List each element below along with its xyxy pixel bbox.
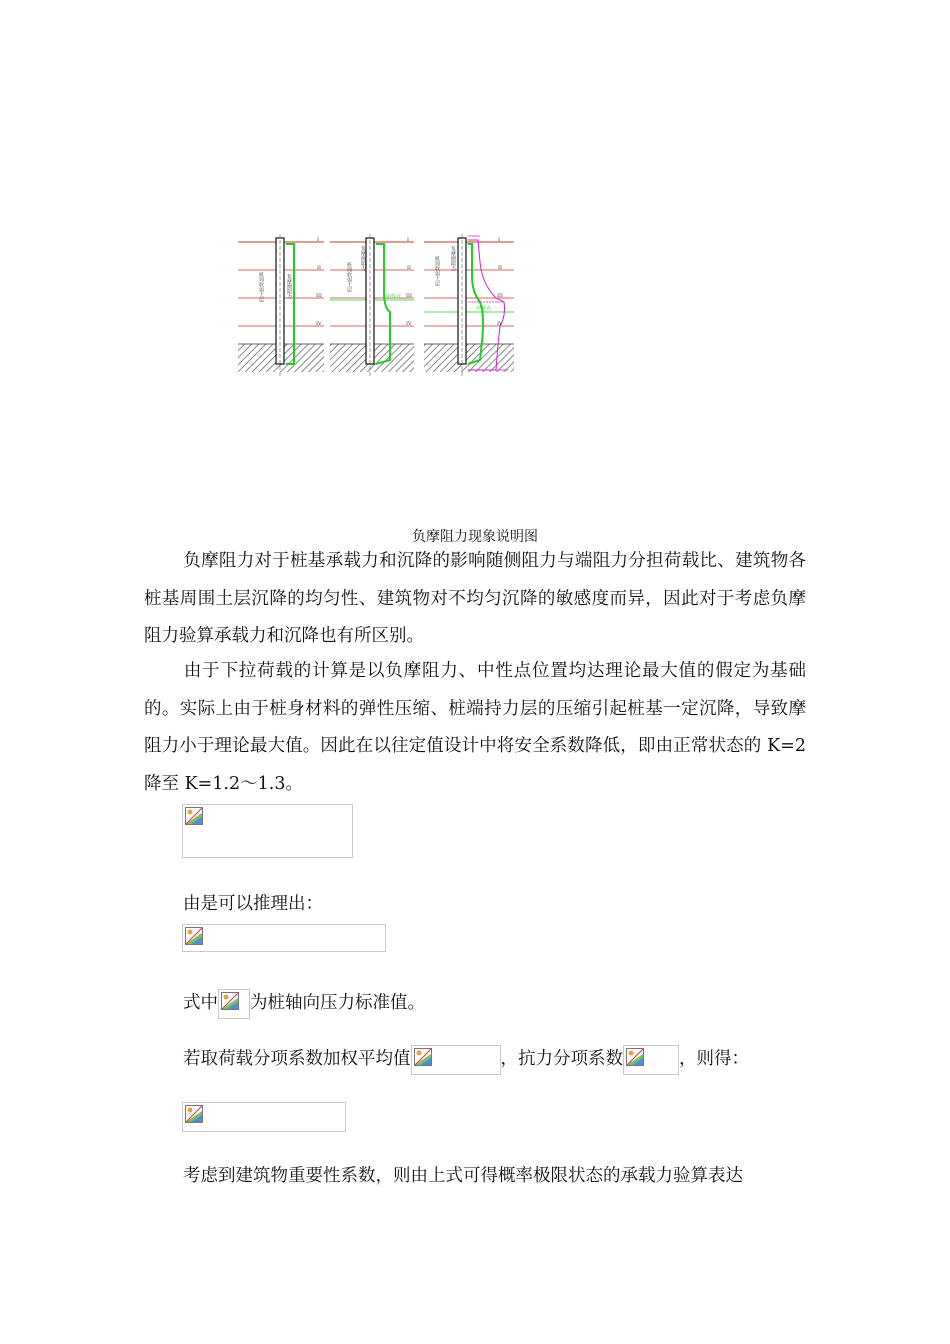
fig-label: 桩周软弱土层 [258,272,264,302]
formula-inline-gamma-f [411,1045,501,1075]
fig-label: 中性点 [476,306,492,312]
broken-image-icon [414,1048,432,1066]
panel-2 [330,234,414,378]
svg-text:IV: IV [316,321,322,327]
panel-3 [424,234,514,378]
formula-image-2 [182,924,386,952]
formula-inline-gamma-r [623,1045,679,1075]
take-line: 若取荷载分项系数加权平均值 ，抗力分项系数 ，则得： [183,1042,749,1076]
fig-label: 中性点 [386,294,402,300]
formula-image-1 [182,804,353,858]
broken-image-icon [185,927,203,945]
infer-line: 由是可以推理出： [183,894,323,914]
svg-text:II: II [498,265,502,271]
svg-text:I: I [498,237,500,243]
fig-label: 负摩擦阻力 [450,246,456,271]
fig-label: 负摩擦阻力 [360,246,366,271]
paragraph-1: 负摩阻力对于桩基承载力和沉降的影响随侧阻力与端阻力分担荷载比、建筑物各桩基周围土层沉降的均匀性、建筑物对不均匀沉降的敏感度而异，因此对于考虑负摩阻力验算承载力和沉降也有所区别。 [144,551,806,646]
formula-inline-nk [218,989,250,1019]
pile-diagrams [236,232,536,380]
svg-text:I: I [407,237,409,243]
where-line: 式中 为桩轴向压力标准值。 [183,986,425,1020]
formula-image-3 [182,1102,346,1132]
fig-label: 桩周软弱土层 [346,262,352,292]
svg-text:II: II [407,265,411,271]
consider-line: 考虑到建筑物重要性系数，则由上式可得概率极限状态的承载力验算表达 [183,1166,743,1186]
broken-image-icon [626,1048,644,1066]
svg-text:III: III [406,293,412,299]
broken-image-icon [221,992,239,1010]
svg-text:II: II [317,265,321,271]
figure-caption: 负摩阻力现象说明图 [412,529,538,545]
broken-image-icon [185,1105,203,1123]
fig-label: 桩周软弱土层 [434,256,440,286]
paragraph-2: 由于下拉荷载的计算是以负摩阻力、中性点位置均达理论最大值的假定为基础的。实际上由于桩身材料的弹性压缩、桩端持力层的压缩引起桩基一定沉降，导致摩阻力小于理论最大值。因此在以往定值设计中将安全系数降低，即由正常状态的 K=2 降至 K=1.2～1.3。 [144,661,806,794]
panel-1 [238,234,324,378]
svg-text:I: I [317,237,319,243]
svg-text:IV: IV [497,321,503,327]
svg-text:III: III [316,293,322,299]
broken-image-icon [185,807,203,825]
svg-text:IV: IV [406,321,412,327]
fig-label: 负摩擦阻力 [286,274,292,299]
svg-text:III: III [497,293,503,299]
negative-friction-figure [236,232,536,380]
